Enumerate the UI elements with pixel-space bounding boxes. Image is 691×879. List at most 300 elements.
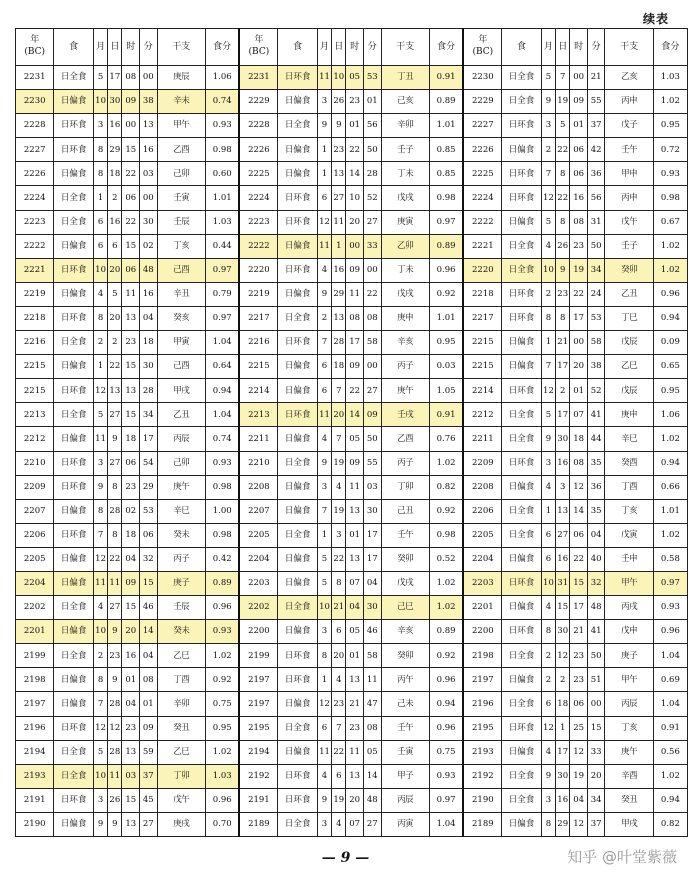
cell-month: 5 bbox=[93, 740, 107, 764]
cell-type: 日全食 bbox=[502, 90, 542, 114]
cell-minute: 54 bbox=[140, 451, 158, 475]
cell-year: 2212 bbox=[463, 403, 501, 427]
cell-month: 4 bbox=[317, 258, 331, 282]
cell-hour: 06 bbox=[570, 138, 588, 162]
cell-magnitude: 1.04 bbox=[205, 331, 239, 355]
cell-minute: 15 bbox=[140, 571, 158, 595]
cell-type: 日全食 bbox=[54, 331, 94, 355]
cell-day: 15 bbox=[556, 596, 570, 620]
cell-minute: 08 bbox=[363, 716, 381, 740]
cell-type: 日偏食 bbox=[278, 355, 318, 379]
cell-type: 日全食 bbox=[502, 523, 542, 547]
cell-day: 16 bbox=[332, 258, 346, 282]
cell-hour: 13 bbox=[346, 764, 364, 788]
cell-magnitude: 0.67 bbox=[653, 210, 687, 234]
cell-day: 8 bbox=[332, 571, 346, 595]
cell-year: 2226 bbox=[463, 138, 501, 162]
cell-minute: 35 bbox=[587, 499, 605, 523]
cell-hour: 15 bbox=[122, 596, 140, 620]
table-row bbox=[16, 210, 688, 234]
cell-month: 4 bbox=[541, 475, 555, 499]
cell-magnitude: 0.92 bbox=[429, 499, 463, 523]
cell-year: 2193 bbox=[463, 740, 501, 764]
cell-hour: 19 bbox=[570, 764, 588, 788]
cell-day: 9 bbox=[108, 812, 122, 836]
cell-minute: 20 bbox=[587, 764, 605, 788]
cell-hour: 17 bbox=[570, 306, 588, 330]
cell-hour: 13 bbox=[346, 499, 364, 523]
cell-ganzhi: 乙卯 bbox=[381, 234, 429, 258]
cell-hour: 16 bbox=[122, 644, 140, 668]
cell-hour: 09 bbox=[346, 258, 364, 282]
cell-ganzhi: 己亥 bbox=[381, 90, 429, 114]
cell-month: 7 bbox=[317, 499, 331, 523]
cell-month: 12 bbox=[541, 379, 555, 403]
cell-magnitude: 1.01 bbox=[653, 499, 687, 523]
cell-type: 日全食 bbox=[502, 764, 542, 788]
cell-month: 9 bbox=[317, 451, 331, 475]
table-row bbox=[16, 668, 688, 692]
cell-ganzhi: 丙辰 bbox=[157, 427, 205, 451]
cell-hour: 17 bbox=[346, 331, 364, 355]
cell-day: 13 bbox=[108, 379, 122, 403]
cell-year: 2199 bbox=[16, 644, 54, 668]
cell-hour: 17 bbox=[570, 596, 588, 620]
cell-month: 6 bbox=[541, 547, 555, 571]
cell-type: 日环食 bbox=[502, 162, 542, 186]
cell-year: 2229 bbox=[463, 90, 501, 114]
cell-day: 17 bbox=[556, 740, 570, 764]
cell-hour: 15 bbox=[122, 355, 140, 379]
cell-type: 日环食 bbox=[502, 379, 542, 403]
cell-magnitude: 0.70 bbox=[205, 812, 239, 836]
cell-type: 日偏食 bbox=[54, 571, 94, 595]
cell-type: 日偏食 bbox=[278, 162, 318, 186]
cell-ganzhi: 丁亥 bbox=[605, 716, 653, 740]
cell-hour: 05 bbox=[346, 66, 364, 90]
cell-hour: 13 bbox=[346, 547, 364, 571]
cell-magnitude: 0.82 bbox=[653, 812, 687, 836]
cell-minute: 58 bbox=[587, 331, 605, 355]
cell-day: 19 bbox=[332, 451, 346, 475]
cell-minute: 29 bbox=[140, 475, 158, 499]
cell-ganzhi: 丁卯 bbox=[157, 764, 205, 788]
cell-hour: 23 bbox=[570, 234, 588, 258]
cell-year: 2204 bbox=[463, 547, 501, 571]
cell-hour: 04 bbox=[122, 547, 140, 571]
cell-year: 2194 bbox=[16, 740, 54, 764]
cell-month: 9 bbox=[541, 427, 555, 451]
cell-hour: 20 bbox=[570, 355, 588, 379]
table-row bbox=[16, 499, 688, 523]
table-row bbox=[16, 90, 688, 114]
cell-ganzhi: 壬寅 bbox=[157, 186, 205, 210]
cell-minute: 22 bbox=[363, 282, 381, 306]
cell-magnitude: 0.96 bbox=[205, 596, 239, 620]
cell-hour: 01 bbox=[346, 114, 364, 138]
cell-magnitude: 1.01 bbox=[429, 306, 463, 330]
cell-year: 2207 bbox=[16, 499, 54, 523]
cell-month: 5 bbox=[93, 66, 107, 90]
cell-year: 2228 bbox=[16, 114, 54, 138]
cell-hour: 21 bbox=[346, 692, 364, 716]
page-number: — 9 — bbox=[321, 850, 370, 866]
cell-minute: 01 bbox=[140, 692, 158, 716]
cell-month: 4 bbox=[541, 234, 555, 258]
cell-ganzhi: 辛巳 bbox=[157, 499, 205, 523]
cell-month: 7 bbox=[317, 331, 331, 355]
cell-minute: 28 bbox=[140, 379, 158, 403]
cell-hour: 11 bbox=[346, 740, 364, 764]
cell-magnitude: 0.94 bbox=[653, 451, 687, 475]
cell-hour: 18 bbox=[122, 523, 140, 547]
cell-hour: 13 bbox=[346, 668, 364, 692]
cell-type: 日偏食 bbox=[502, 812, 542, 836]
cell-magnitude: 0.95 bbox=[653, 114, 687, 138]
cell-day: 9 bbox=[108, 620, 122, 644]
watermark: 知乎 @叶堂紫薇 bbox=[567, 848, 677, 866]
cell-type: 日偏食 bbox=[54, 234, 94, 258]
cell-day: 4 bbox=[332, 812, 346, 836]
cell-type: 日环食 bbox=[54, 788, 94, 812]
cell-year: 2220 bbox=[239, 258, 277, 282]
cell-hour: 21 bbox=[570, 620, 588, 644]
cell-magnitude: 0.97 bbox=[429, 788, 463, 812]
cell-magnitude: 0.97 bbox=[205, 258, 239, 282]
cell-ganzhi: 丁酉 bbox=[605, 475, 653, 499]
cell-month: 3 bbox=[317, 812, 331, 836]
cell-type: 日全食 bbox=[278, 596, 318, 620]
cell-magnitude: 0.96 bbox=[429, 668, 463, 692]
cell-type: 日偏食 bbox=[502, 547, 542, 571]
cell-ganzhi: 乙亥 bbox=[605, 66, 653, 90]
cell-month: 6 bbox=[541, 692, 555, 716]
cell-minute: 17 bbox=[363, 523, 381, 547]
cell-year: 2205 bbox=[239, 523, 277, 547]
cell-month: 6 bbox=[541, 523, 555, 547]
cell-day: 4 bbox=[332, 475, 346, 499]
cell-year: 2219 bbox=[239, 282, 277, 306]
cell-magnitude: 0.94 bbox=[429, 692, 463, 716]
cell-magnitude: 0.98 bbox=[205, 138, 239, 162]
cell-day: 13 bbox=[332, 306, 346, 330]
cell-year: 2222 bbox=[16, 234, 54, 258]
table-row bbox=[16, 716, 688, 740]
cell-type: 日偏食 bbox=[54, 668, 94, 692]
cell-day: 20 bbox=[108, 258, 122, 282]
cell-hour: 18 bbox=[570, 427, 588, 451]
cell-minute: 04 bbox=[587, 523, 605, 547]
cell-ganzhi: 壬子 bbox=[605, 234, 653, 258]
cell-ganzhi: 壬午 bbox=[381, 716, 429, 740]
cell-year: 2213 bbox=[16, 403, 54, 427]
cell-year: 2198 bbox=[16, 668, 54, 692]
table-row bbox=[16, 66, 688, 90]
cell-ganzhi: 戊戌 bbox=[381, 571, 429, 595]
cell-month: 8 bbox=[93, 138, 107, 162]
cell-day: 13 bbox=[556, 499, 570, 523]
cell-minute: 27 bbox=[363, 379, 381, 403]
cell-minute: 56 bbox=[587, 186, 605, 210]
cell-type: 日环食 bbox=[502, 282, 542, 306]
cell-ganzhi: 丁未 bbox=[381, 258, 429, 282]
cell-type: 日全食 bbox=[502, 66, 542, 90]
cell-magnitude: 1.03 bbox=[205, 764, 239, 788]
cell-year: 2215 bbox=[16, 379, 54, 403]
cell-year: 2215 bbox=[239, 355, 277, 379]
cell-month: 1 bbox=[317, 138, 331, 162]
cell-month: 9 bbox=[93, 812, 107, 836]
cell-magnitude: 0.85 bbox=[429, 162, 463, 186]
header-year-line2: (BC) bbox=[472, 47, 494, 57]
cell-hour: 08 bbox=[122, 66, 140, 90]
cell-year: 2202 bbox=[16, 596, 54, 620]
cell-minute: 50 bbox=[587, 234, 605, 258]
cell-hour: 20 bbox=[346, 210, 364, 234]
cell-minute: 42 bbox=[587, 138, 605, 162]
cell-hour: 23 bbox=[346, 716, 364, 740]
cell-minute: 35 bbox=[587, 451, 605, 475]
table-header-row bbox=[16, 29, 688, 66]
cell-type: 日偏食 bbox=[278, 692, 318, 716]
cell-magnitude: 0.93 bbox=[205, 451, 239, 475]
cell-hour: 01 bbox=[122, 668, 140, 692]
cell-ganzhi: 戊辰 bbox=[605, 379, 653, 403]
cell-type: 日环食 bbox=[54, 451, 94, 475]
cell-hour: 07 bbox=[346, 571, 364, 595]
cell-type: 日环食 bbox=[54, 716, 94, 740]
cell-ganzhi: 辛酉 bbox=[605, 764, 653, 788]
cell-day: 8 bbox=[556, 210, 570, 234]
cell-day: 3 bbox=[556, 475, 570, 499]
table-row bbox=[16, 692, 688, 716]
table-row bbox=[16, 306, 688, 330]
cell-year: 2203 bbox=[463, 571, 501, 595]
cell-ganzhi: 己卯 bbox=[157, 162, 205, 186]
cell-ganzhi: 甲寅 bbox=[157, 331, 205, 355]
cell-minute: 55 bbox=[587, 90, 605, 114]
cell-type: 日全食 bbox=[278, 716, 318, 740]
table-row bbox=[16, 331, 688, 355]
cell-hour: 23 bbox=[122, 716, 140, 740]
cell-type: 日偏食 bbox=[278, 499, 318, 523]
cell-day: 17 bbox=[108, 66, 122, 90]
cell-day: 21 bbox=[332, 596, 346, 620]
cell-month: 8 bbox=[93, 668, 107, 692]
cell-month: 9 bbox=[541, 764, 555, 788]
cell-type: 日环食 bbox=[278, 788, 318, 812]
cell-ganzhi: 丙子 bbox=[157, 547, 205, 571]
cell-ganzhi: 癸未 bbox=[157, 523, 205, 547]
cell-day: 9 bbox=[332, 114, 346, 138]
cell-day: 17 bbox=[556, 403, 570, 427]
cell-type: 日偏食 bbox=[502, 331, 542, 355]
cell-magnitude: 0.98 bbox=[205, 475, 239, 499]
cell-type: 日偏食 bbox=[54, 620, 94, 644]
cell-year: 2216 bbox=[16, 331, 54, 355]
cell-hour: 19 bbox=[570, 258, 588, 282]
cell-type: 日偏食 bbox=[54, 90, 94, 114]
cell-ganzhi: 丁巳 bbox=[605, 306, 653, 330]
cell-year: 2200 bbox=[463, 620, 501, 644]
cell-hour: 14 bbox=[570, 499, 588, 523]
cell-day: 22 bbox=[332, 547, 346, 571]
cell-type: 日环食 bbox=[502, 571, 542, 595]
cell-month: 11 bbox=[317, 66, 331, 90]
cell-minute: 59 bbox=[140, 740, 158, 764]
cell-magnitude: 0.74 bbox=[205, 427, 239, 451]
cell-day: 28 bbox=[108, 740, 122, 764]
cell-magnitude: 0.03 bbox=[429, 355, 463, 379]
cell-ganzhi: 乙丑 bbox=[157, 403, 205, 427]
cell-hour: 12 bbox=[570, 812, 588, 836]
cell-year: 2223 bbox=[239, 210, 277, 234]
cell-year: 2227 bbox=[463, 114, 501, 138]
cell-year: 2230 bbox=[16, 90, 54, 114]
cell-magnitude: 1.02 bbox=[653, 523, 687, 547]
cell-type: 日环食 bbox=[502, 186, 542, 210]
table-row bbox=[16, 788, 688, 812]
cell-month: 11 bbox=[317, 403, 331, 427]
cell-month: 3 bbox=[317, 620, 331, 644]
cell-hour: 14 bbox=[346, 403, 364, 427]
cell-day: 9 bbox=[108, 668, 122, 692]
cell-minute: 46 bbox=[140, 596, 158, 620]
cell-hour: 06 bbox=[122, 451, 140, 475]
cell-hour: 06 bbox=[570, 162, 588, 186]
cell-magnitude: 0.75 bbox=[429, 740, 463, 764]
cell-type: 日环食 bbox=[278, 403, 318, 427]
table-row bbox=[16, 258, 688, 282]
cell-year: 2219 bbox=[16, 282, 54, 306]
cell-minute: 38 bbox=[140, 90, 158, 114]
cell-day: 1 bbox=[556, 716, 570, 740]
cell-year: 2189 bbox=[239, 812, 277, 836]
cell-hour: 12 bbox=[570, 475, 588, 499]
cell-day: 6 bbox=[332, 620, 346, 644]
cell-month: 10 bbox=[93, 620, 107, 644]
cell-hour: 07 bbox=[570, 403, 588, 427]
cell-year: 2192 bbox=[239, 764, 277, 788]
cell-magnitude: 0.89 bbox=[429, 620, 463, 644]
cell-ganzhi: 癸丑 bbox=[605, 788, 653, 812]
cell-type: 日偏食 bbox=[502, 668, 542, 692]
cell-year: 2227 bbox=[16, 138, 54, 162]
cell-month: 5 bbox=[541, 403, 555, 427]
cell-year: 2210 bbox=[16, 451, 54, 475]
cell-hour: 01 bbox=[346, 644, 364, 668]
cell-magnitude: 0.95 bbox=[653, 379, 687, 403]
cell-month: 10 bbox=[93, 90, 107, 114]
cell-month: 3 bbox=[541, 451, 555, 475]
cell-minute: 27 bbox=[363, 812, 381, 836]
cell-month: 3 bbox=[541, 114, 555, 138]
cell-month: 6 bbox=[317, 379, 331, 403]
cell-minute: 16 bbox=[140, 282, 158, 306]
cell-magnitude: 1.02 bbox=[205, 740, 239, 764]
cell-magnitude: 0.93 bbox=[653, 162, 687, 186]
cell-day: 10 bbox=[332, 66, 346, 90]
cell-month: 3 bbox=[93, 788, 107, 812]
cell-type: 日全食 bbox=[502, 692, 542, 716]
cell-day: 1 bbox=[332, 234, 346, 258]
cell-day: 6 bbox=[108, 234, 122, 258]
cell-minute: 27 bbox=[140, 812, 158, 836]
cell-minute: 34 bbox=[587, 788, 605, 812]
cell-day: 11 bbox=[332, 210, 346, 234]
cell-ganzhi: 丁亥 bbox=[157, 234, 205, 258]
cell-month: 5 bbox=[541, 210, 555, 234]
cell-hour: 22 bbox=[122, 210, 140, 234]
cell-year: 2212 bbox=[16, 427, 54, 451]
cell-year: 2215 bbox=[16, 355, 54, 379]
table-row bbox=[16, 571, 688, 595]
cell-ganzhi: 辛亥 bbox=[381, 331, 429, 355]
cell-minute: 14 bbox=[363, 764, 381, 788]
cell-minute: 09 bbox=[363, 403, 381, 427]
table-row bbox=[16, 764, 688, 788]
cell-minute: 36 bbox=[587, 475, 605, 499]
cell-ganzhi: 戊午 bbox=[157, 788, 205, 812]
cell-month: 8 bbox=[541, 620, 555, 644]
cell-ganzhi: 甲午 bbox=[157, 114, 205, 138]
cell-magnitude: 0.98 bbox=[429, 186, 463, 210]
cell-year: 2216 bbox=[239, 331, 277, 355]
cell-magnitude: 0.79 bbox=[205, 282, 239, 306]
cell-year: 2211 bbox=[239, 427, 277, 451]
cell-magnitude: 1.05 bbox=[429, 379, 463, 403]
cell-day: 30 bbox=[108, 90, 122, 114]
cell-ganzhi: 丁未 bbox=[381, 162, 429, 186]
cell-ganzhi: 甲戌 bbox=[157, 379, 205, 403]
cell-ganzhi: 乙丑 bbox=[605, 282, 653, 306]
cell-month: 11 bbox=[317, 234, 331, 258]
cell-month: 11 bbox=[317, 740, 331, 764]
cell-minute: 58 bbox=[363, 331, 381, 355]
table-row bbox=[16, 114, 688, 138]
cell-month: 5 bbox=[317, 547, 331, 571]
cell-ganzhi: 丙子 bbox=[381, 451, 429, 475]
cell-type: 日偏食 bbox=[278, 547, 318, 571]
cell-year: 2195 bbox=[463, 716, 501, 740]
header-minute: 分 bbox=[363, 29, 381, 66]
cell-magnitude: 0.58 bbox=[653, 547, 687, 571]
cell-magnitude: 1.04 bbox=[653, 644, 687, 668]
cell-minute: 53 bbox=[140, 499, 158, 523]
cell-type: 日全食 bbox=[278, 451, 318, 475]
cell-year: 2197 bbox=[239, 668, 277, 692]
cell-magnitude: 0.69 bbox=[653, 668, 687, 692]
cell-hour: 01 bbox=[346, 523, 364, 547]
header-year bbox=[239, 29, 277, 66]
cell-ganzhi: 戊申 bbox=[605, 620, 653, 644]
cell-month: 1 bbox=[93, 355, 107, 379]
cell-minute: 16 bbox=[140, 138, 158, 162]
cell-minute: 27 bbox=[363, 210, 381, 234]
cell-type: 日环食 bbox=[502, 716, 542, 740]
table-row bbox=[16, 451, 688, 475]
cell-year: 2196 bbox=[16, 716, 54, 740]
cell-month: 8 bbox=[93, 499, 107, 523]
header-year bbox=[463, 29, 501, 66]
cell-magnitude: 1.02 bbox=[429, 596, 463, 620]
cell-ganzhi: 甲午 bbox=[605, 668, 653, 692]
cell-ganzhi: 辛卯 bbox=[157, 692, 205, 716]
cell-day: 11 bbox=[108, 571, 122, 595]
cell-type: 日偏食 bbox=[502, 596, 542, 620]
cell-ganzhi: 辛卯 bbox=[381, 114, 429, 138]
cell-year: 2206 bbox=[463, 499, 501, 523]
